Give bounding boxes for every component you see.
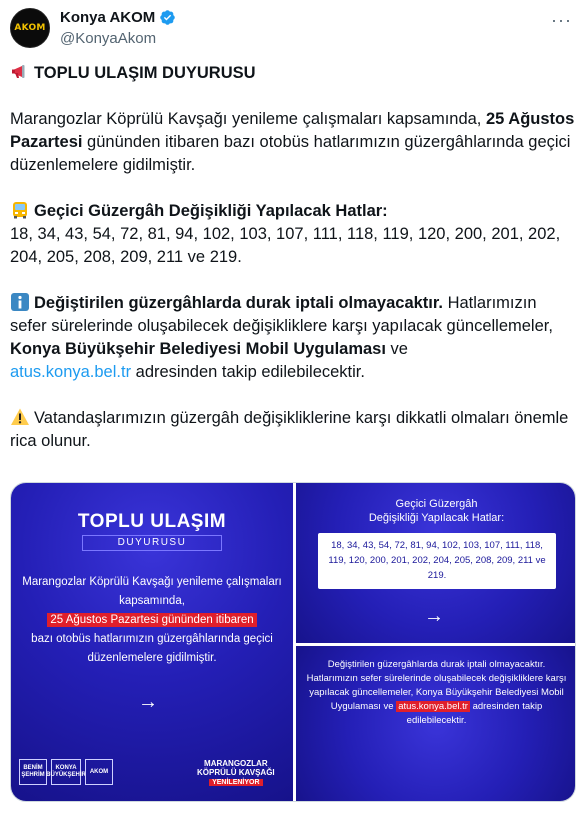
image-title: TOPLU ULAŞIM bbox=[77, 511, 227, 532]
media-image-info[interactable] bbox=[296, 646, 576, 802]
tweet-paragraph-1 bbox=[10, 108, 576, 177]
routes-heading: Geçici Güzergâh Değişikliği Yapılacak Hatlar: bbox=[34, 202, 388, 220]
tweet-title: TOPLU ULAŞIM DUYURUSU bbox=[34, 64, 256, 82]
arrow-right-icon: → bbox=[138, 691, 158, 713]
image-body bbox=[21, 573, 283, 668]
partner-logos bbox=[19, 759, 113, 785]
brand-tag: YENİLENİYOR bbox=[209, 779, 262, 786]
benim-sehrim-logo: BENİM ŞEHRİM bbox=[19, 759, 47, 785]
p3-text-d: ve bbox=[385, 340, 408, 358]
no-cancellation-note: Değiştirilen güzergâhlarda durak iptali olmayacaktır. bbox=[34, 294, 443, 312]
warning-text: Vatandaşlarımızın güzergâh değişikliklerine karşı dikkatli olmaları önemle rica olunur. bbox=[10, 409, 569, 450]
info-icon bbox=[10, 292, 30, 312]
arrow-right-icon: → bbox=[424, 605, 444, 627]
p1-text-a: Marangozlar Köprülü Kavşağı yenileme çalışmaları kapsamında, bbox=[10, 110, 486, 128]
konya-buyuksehir-logo: KONYA BÜYÜKŞEHİR bbox=[51, 759, 81, 785]
image-date-highlight: 25 Ağustos Pazartesi gününden itibaren bbox=[47, 613, 256, 627]
routes-title-a: Geçici Güzergâh bbox=[395, 498, 478, 510]
p1-text-c: gününden itibaren bazı otobüs hatlarımızın güzergâhlarında geçici düzenlemelere gidilmiştir. bbox=[10, 133, 571, 174]
info-image-body bbox=[306, 658, 567, 728]
tweet-paragraph-3 bbox=[10, 292, 576, 384]
media-image-routes[interactable] bbox=[296, 483, 576, 643]
avatar[interactable] bbox=[10, 8, 50, 48]
brand-line-a: MARANGOZLAR bbox=[204, 759, 268, 768]
p1-date: 25 Ağustos Pazartesi bbox=[10, 110, 575, 151]
atus-link[interactable]: atus.konya.bel.tr bbox=[10, 363, 132, 381]
account-handle[interactable]: @KonyaAkom bbox=[60, 30, 157, 47]
routes-list: 18, 34, 43, 54, 72, 81, 94, 102, 103, 107, 111, 118, 119, 120, 200, 201, 202, 204, 205, 208, 209, 211 ve 219. bbox=[10, 225, 561, 266]
mobile-app-name: Konya Büyükşehir Belediyesi Mobil Uygulaması bbox=[10, 340, 386, 358]
image-subtitle: DUYURUSU bbox=[82, 535, 222, 551]
tweet-text bbox=[10, 62, 576, 453]
brand-line-b: KÖPRÜLÜ KAVŞAĞI bbox=[197, 768, 275, 777]
tweet-paragraph-4 bbox=[10, 407, 576, 453]
name-row bbox=[60, 9, 176, 26]
bus-icon bbox=[10, 200, 30, 220]
tweet-paragraph-2 bbox=[10, 200, 576, 269]
routes-title-b: Değişikliği Yapılacak Hatlar: bbox=[368, 512, 505, 524]
more-options-icon[interactable]: ··· bbox=[551, 10, 572, 30]
image-body-b: bazı otobüs hatlarımızın güzergâhlarında geçici düzenlemelere gidilmiştir. bbox=[31, 633, 273, 664]
account-name[interactable]: Konya AKOM bbox=[60, 9, 156, 26]
image-body-a: Marangozlar Köprülü Kavşağı yenileme çalışmaları kapsamında, bbox=[22, 576, 282, 607]
media-image-announcement[interactable] bbox=[11, 483, 293, 802]
project-brand bbox=[197, 759, 275, 787]
media-grid[interactable] bbox=[10, 482, 576, 802]
verified-badge-icon bbox=[159, 9, 176, 26]
tweet-title-line bbox=[10, 62, 576, 85]
warning-icon bbox=[10, 407, 30, 427]
routes-image-title bbox=[296, 497, 576, 525]
p3-text-e: adresinden takip edilebilecektir. bbox=[131, 363, 365, 381]
avatar-logo-text: AKOM bbox=[14, 23, 46, 33]
tweet-header bbox=[10, 8, 574, 52]
info-body-a: Değiştirilen güzergâhlarda durak iptali olmayacaktır. Hatlarımızın sefer sürelerinde oluşabilecek değişikliklere karşı yapılacak güncellemeler, Konya Büyükşehir Belediyesi Mobil Uygulaması ve bbox=[306, 659, 567, 712]
akom-logo: AKOM bbox=[85, 759, 113, 785]
info-body-b: adresinden takip edilebilecektir. bbox=[406, 701, 543, 726]
routes-image-list: 18, 34, 43, 54, 72, 81, 94, 102, 103, 107, 111, 118, 119, 120, 200, 201, 202, 204, 205, 208, 209, 211 ve 219. bbox=[318, 533, 556, 589]
megaphone-icon bbox=[10, 62, 30, 82]
p3-text-b: Hatlarımızın sefer sürelerinde oluşabilecek değişikliklere karşı yapılacak güncellemeler, bbox=[10, 294, 553, 335]
info-link-highlight: atus.konya.bel.tr bbox=[398, 701, 468, 712]
